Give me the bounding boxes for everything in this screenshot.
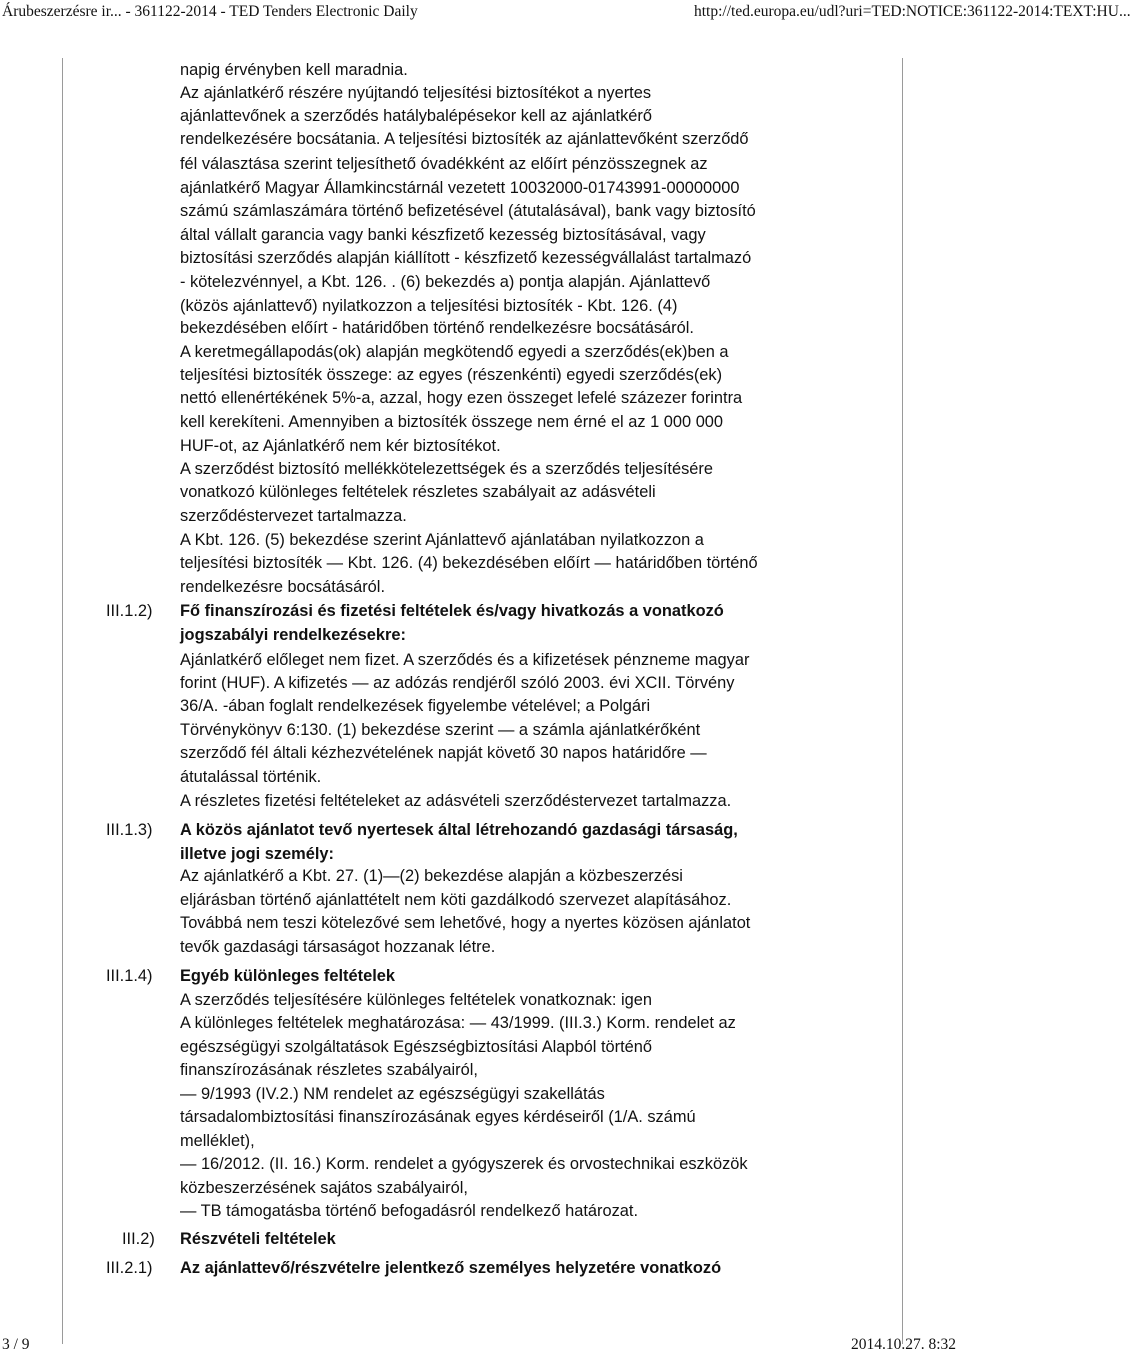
print-header [0,0,1131,24]
text-line: — 16/2012. (II. 16.) Korm. rendelet a gyógyszerek és orvostechnikai eszközök [180,1155,748,1173]
text-line: - kötelezvénnyel, a Kbt. 126. . (6) bekezdés a) pontja alapján. Ajánlattevő [180,273,711,291]
text-line: A Kbt. 126. (5) bekezdése szerint Ajánlattevő ajánlatában nyilatkozzon a [180,531,704,549]
section-heading: A közös ajánlatot tevő nyertesek által létrehozandó gazdasági társaság, [180,821,738,839]
right-border-line [902,58,903,1344]
section-heading: jogszabályi rendelkezésekre: [180,626,406,644]
text-line: (közös ajánlattevő) nyilatkozzon a teljesítési biztosíték - Kbt. 126. (4) [180,297,678,315]
text-line: egészségügyi szolgáltatások Egészségbiztosítási Alapból történő [180,1038,652,1056]
print-datetime: 2014.10.27. 8:32 [850,1336,956,1353]
text-line: közbeszerzésének sajátos szabályairól, [180,1179,468,1197]
text-line: rendelkezésére bocsátania. A teljesítési biztosíték az ajánlattevőként szerződő [180,130,749,148]
text-line: kell kerekíteni. Amennyiben a biztosíték összege nem érné el az 1 000 000 [180,413,724,431]
section-heading: Részvételi feltételek [180,1230,336,1248]
left-border-line [62,58,63,1344]
print-footer [0,1334,960,1356]
text-line: Továbbá nem teszi kötelezővé sem lehetővé, hogy a nyertes közösen ajánlatot [180,914,751,932]
text-line: A szerződés teljesítésére különleges feltételek vonatkoznak: igen [180,991,652,1009]
text-line: bekezdésében előírt - határidőben történő rendelkezésre bocsátásáról. [180,319,694,337]
section-number: III.1.4) [106,967,153,985]
text-line: Törvénykönyv 6:130. (1) bekezdése szerint — a számla ajánlatkérőként [180,721,701,739]
text-line: HUF-ot, az Ajánlatkérő nem kér biztosítékot. [180,437,501,455]
text-line: rendelkezésre bocsátásáról. [180,578,385,596]
section-heading: Fő finanszírozási és fizetési feltételek és/vagy hivatkozás a vonatkozó [180,602,724,620]
text-line: A keretmegállapodás(ok) alapján megkötendő egyedi a szerződés(ek)ben a [180,343,729,361]
text-line: által vállalt garancia vagy banki készfizető kezesség biztosításával, vagy [180,226,706,244]
section-heading: Egyéb különleges feltételek [180,967,395,985]
text-line: finanszírozásának részletes szabályairól, [180,1061,478,1079]
text-line: teljesítési biztosíték összege: az egyes (részenkénti) egyedi szerződés(ek) [180,366,723,384]
text-line: A szerződést biztosító mellékkötelezettségek és a szerződés teljesítésére [180,460,713,478]
text-line: ajánlattevőnek a szerződés hatálybalépésekor kell az ajánlatkérő [180,107,652,125]
text-line: Az ajánlatkérő részére nyújtandó teljesítési biztosítékot a nyertes [180,84,652,102]
text-line: tevők gazdasági társaságot hozzanak létre. [180,938,496,956]
text-line: szerződéstervezet tartalmazza. [180,507,407,525]
text-line: forint (HUF). A kifizetés — az adózás rendjéről szóló 2003. évi XCII. Törvény [180,674,735,692]
text-line: társadalombiztosítási finanszírozásának egyes kérdéseiről (1/A. számú [180,1108,696,1126]
section-number: III.1.2) [106,602,153,620]
text-line: nettó ellenértékének 5%-a, azzal, hogy ezen összeget lefelé százezer forintra [180,389,743,407]
text-line: napig érvényben kell maradnia. [180,61,408,79]
text-line: vonatkozó különleges feltételek részletes szabályait az adásvételi [180,483,656,501]
page-number: 3 / 9 [2,1336,30,1353]
text-line: fél választása szerint teljesíthető óvadékként az előírt pénzösszegnek az [180,155,708,173]
text-line: teljesítési biztosíték — Kbt. 126. (4) bekezdésében előírt — határidőben történő [180,554,758,572]
text-line: szerződő fél általi kézhezvételének napját követő 30 napos határidőre — [180,744,707,762]
text-line: 36/A. -ában foglalt rendelkezések figyelembe vételével; a Polgári [180,697,651,715]
text-line: — TB támogatásba történő befogadásról rendelkező határozat. [180,1202,639,1220]
text-line: melléklet), [180,1132,255,1150]
text-line: — 9/1993 (IV.2.) NM rendelet az egészségügyi szakellátás [180,1085,605,1103]
text-line: Az ajánlatkérő a Kbt. 27. (1)—(2) bekezdése alapján a közbeszerzési [180,867,683,885]
print-header-url: http://ted.europa.eu/udl?uri=TED:NOTICE:361122-2014:TEXT:HU... [694,3,1131,20]
text-line: ajánlatkérő Magyar Államkincstárnál vezetett 10032000-01743991-00000000 [180,179,740,197]
print-header-title: Árubeszerzésre ir... - 361122-2014 - TED Tenders Electronic Daily [2,3,418,20]
text-line: eljárásban történő ajánlattételt nem köti gazdálkodó szervezet alapításához. [180,891,732,909]
text-line: Ajánlatkérő előleget nem fizet. A szerződés és a kifizetések pénzneme magyar [180,651,750,669]
text-line: biztosítási szerződés alapján kiállított - készfizető kezességvállalást tartalmazó [180,249,752,267]
text-line: számú számlaszámára történő befizetésével (átutalásával), bank vagy biztosító [180,202,756,220]
section-heading: illetve jogi személy: [180,845,334,863]
text-line: átutalással történik. [180,768,322,786]
section-number: III.1.3) [106,821,153,839]
text-line: A különleges feltételek meghatározása: — 43/1999. (III.3.) Korm. rendelet az [180,1014,736,1032]
text-line: A részletes fizetési feltételeket az adásvételi szerződéstervezet tartalmazza. [180,792,732,810]
section-heading: Az ajánlattevő/részvételre jelentkező személyes helyzetére vonatkozó [180,1259,722,1277]
section-number: III.2) [122,1230,155,1248]
section-number: III.2.1) [106,1259,153,1277]
